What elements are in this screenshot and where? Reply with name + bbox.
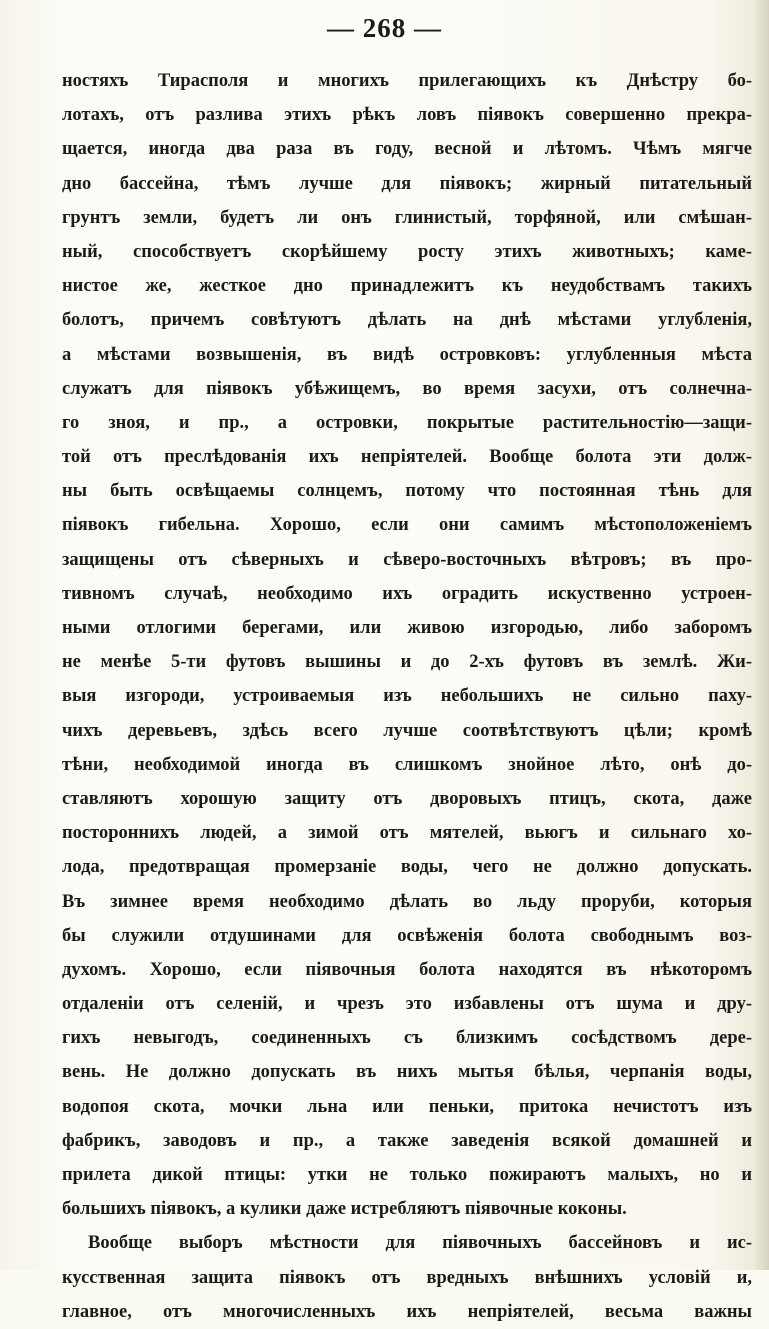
text-line: чихъ деревьевъ, здѣсь всего лучше соотвѣтствуютъ цѣли; кромѣ [62, 720, 752, 741]
text-line-paragraph-end: большихъ піявокъ, а кулики даже истребляютъ піявочные коконы. [62, 1199, 627, 1220]
text-line: той отъ преслѣдованія ихъ непріятелей. Вообще болота эти долж- [62, 447, 752, 468]
text-line: лода, предотвращая промерзаніе воды, чего не должно допускать. [62, 857, 752, 878]
text-line: нистое же, жесткое дно принадлежитъ къ неудобствамъ такихъ [62, 276, 752, 297]
page-gutter-shadow [753, 0, 769, 1270]
text-line: постороннихъ людей, а зимой отъ мятелей, вьюгъ и сильнаго хо- [62, 823, 752, 844]
page-body-text [62, 64, 752, 1329]
text-line: духомъ. Хорошо, если піявочныя болота находятся въ нѣкоторомъ [62, 959, 752, 980]
text-line-paragraph-start: Вообще выборъ мѣстности для піявочныхъ бассейновъ и ис- [88, 1233, 752, 1254]
text-line: ными отлогими берегами, или живою изгородью, либо заборомъ [62, 618, 752, 638]
text-line: служатъ для піявокъ убѣжищемъ, во время засухи, отъ солнечна- [62, 378, 752, 399]
text-line: бы служили отдушинами для освѣженія болота свободнымъ воз- [62, 925, 752, 946]
text-line: ностяхъ Тирасполя и многихъ прилегающихъ къ Днѣстру бо- [62, 71, 752, 91]
text-line: водопоя скота, мочки льна или пеньки, притока нечистотъ изъ [62, 1096, 752, 1117]
text-line: піявокъ гибельна. Хорошо, если они самимъ мѣстоположеніемъ [62, 515, 752, 536]
text-line: ный, способствуетъ скорѣйшему росту этихъ животныхъ; каме- [62, 241, 752, 262]
text-line: грунтъ земли, будетъ ли онъ глинистый, торфяной, или смѣшан- [62, 207, 752, 228]
text-line: Въ зимнее время необходимо дѣлать во льду проруби, которыя [62, 891, 752, 912]
text-line: ставляютъ хорошую защиту отъ дворовыхъ птицъ, скота, даже [62, 788, 752, 809]
page-number: — 268 — [327, 13, 442, 43]
text-line: прилета дикой птицы: утки не только пожираютъ малыхъ, но и [62, 1165, 752, 1185]
text-line: лотахъ, отъ разлива этихъ рѣкъ ловъ піявокъ совершенно прекра- [62, 105, 752, 126]
text-line: щается, иногда два раза въ году, весной и лѣтомъ. Чѣмъ мягче [62, 139, 752, 160]
text-line: тѣни, необходимой иногда въ слишкомъ знойное лѣто, онѣ до- [62, 754, 752, 775]
text-line: дно бассейна, тѣмъ лучше для піявокъ; жирный питательный [62, 173, 752, 194]
text-line: выя изгороди, устроиваемыя изъ небольшихъ не сильно паху- [62, 686, 752, 707]
text-line: кусственная защита піявокъ отъ вредныхъ внѣшнихъ условій и, [62, 1267, 752, 1288]
text-line: фабрикъ, заводовъ и пр., а также заведенія всякой домашней и [62, 1130, 752, 1151]
text-line: гихъ невыгодъ, соединенныхъ съ близкимъ сосѣдствомъ дере- [62, 1028, 752, 1049]
text-line: вень. Не должно допускать въ нихъ мытья бѣлья, черпанія воды, [62, 1062, 752, 1083]
text-line: болотъ, причемъ совѣтуютъ дѣлать на днѣ мѣстами углубленія, [62, 310, 752, 331]
text-line: не менѣе 5-ти футовъ вышины и до 2-хъ футовъ въ землѣ. Жи- [62, 652, 752, 673]
text-line: защищены отъ сѣверныхъ и сѣверо-восточныхъ вѣтровъ; въ про- [62, 549, 752, 570]
text-line: отдаленіи отъ селеній, и чрезъ это избавлены отъ шума и дру- [62, 994, 752, 1015]
text-line: ны быть освѣщаемы солнцемъ, потому что постоянная тѣнь для [62, 481, 752, 502]
text-line: а мѣстами возвышенія, въ видѣ островковъ: углубленныя мѣста [62, 344, 752, 365]
text-line: главное, отъ многочисленныхъ ихъ непріятелей, весьма важны [62, 1301, 752, 1322]
text-line: тивномъ случаѣ, необходимо ихъ оградить искуственно устроен- [62, 583, 752, 604]
text-line: го зноя, и пр., а островки, покрытые растительностію—защи- [62, 412, 752, 433]
